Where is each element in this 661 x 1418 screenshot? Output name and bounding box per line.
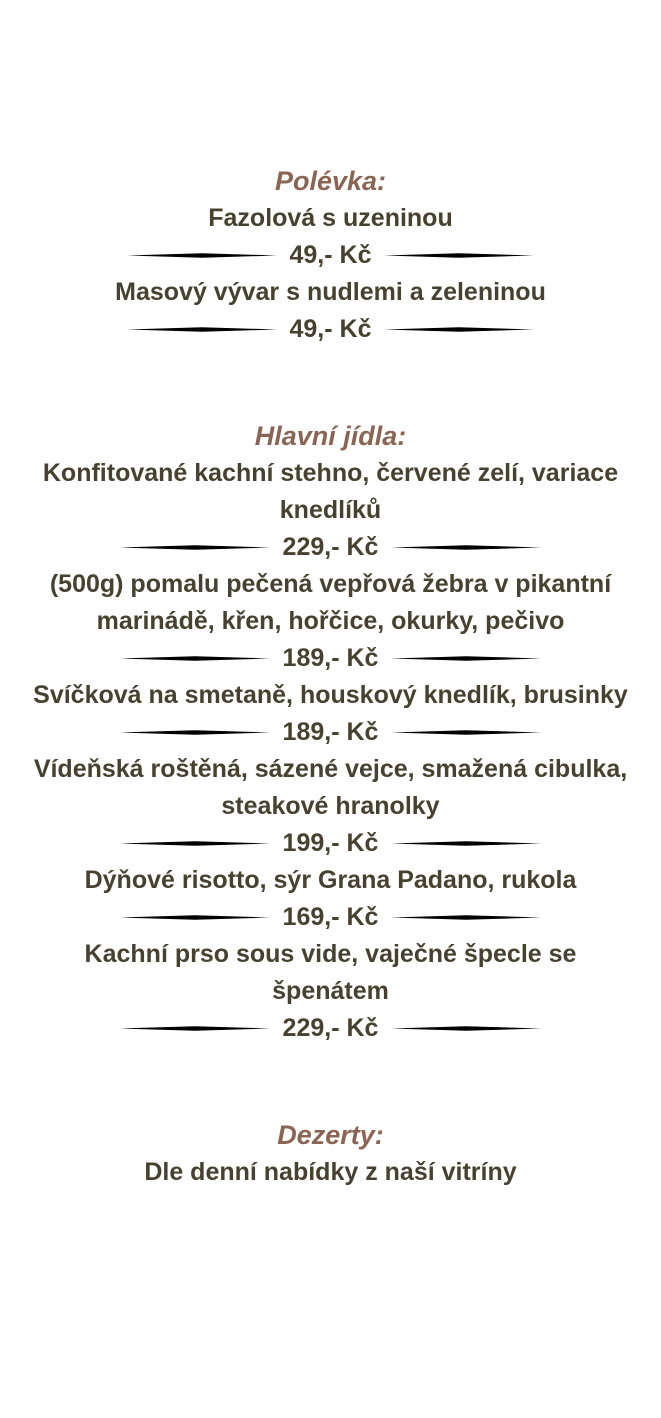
price-row <box>0 640 661 677</box>
price-row <box>0 529 661 566</box>
price-row <box>0 311 661 348</box>
divider-line-right-icon <box>391 654 541 663</box>
item-price: 49,- Kč <box>289 315 372 343</box>
divider-line-left-icon <box>120 839 270 848</box>
item-name: Kachní prso sous vide, vaječné špecle se špenátem <box>84 940 577 1005</box>
item-name: Fazolová s uzeninou <box>208 204 453 232</box>
price-row <box>0 899 661 936</box>
item-name: Konfitované kachní stehno, červené zelí, variace knedlíků <box>42 459 619 524</box>
item-price: 229,- Kč <box>282 533 379 561</box>
price-row <box>0 825 661 862</box>
menu-section <box>0 1117 661 1191</box>
divider-line-right-icon <box>391 543 541 552</box>
item-price: 229,- Kč <box>282 1014 379 1042</box>
item-price: 199,- Kč <box>282 829 379 857</box>
price-row <box>0 1010 661 1047</box>
divider-line-right-icon <box>391 728 541 737</box>
section-items <box>0 200 661 348</box>
menu-item <box>0 1154 661 1191</box>
menu-item <box>0 677 661 751</box>
section-items <box>0 1154 661 1191</box>
menu-item <box>0 566 661 677</box>
menu-item <box>0 274 661 348</box>
menu-item <box>0 936 661 1047</box>
divider-line-left-icon <box>127 325 277 334</box>
menu-section <box>0 418 661 1047</box>
menu-item <box>0 455 661 566</box>
divider-line-right-icon <box>391 1024 541 1033</box>
divider-line-right-icon <box>384 325 534 334</box>
divider-line-left-icon <box>120 1024 270 1033</box>
item-price: 189,- Kč <box>282 718 379 746</box>
divider-line-left-icon <box>120 913 270 922</box>
menu-sections <box>0 163 661 1191</box>
divider-line-left-icon <box>127 251 277 260</box>
price-row <box>0 714 661 751</box>
menu-item <box>0 862 661 936</box>
section-heading: Polévka: <box>274 166 387 196</box>
item-name: Dýňové risotto, sýr Grana Padano, rukola <box>84 866 577 894</box>
divider-line-left-icon <box>120 654 270 663</box>
item-name: Dle denní nabídky z naší vitríny <box>144 1158 517 1186</box>
price-row <box>0 237 661 274</box>
item-name: Svíčková na smetaně, houskový knedlík, brusinky <box>33 681 628 709</box>
section-heading: Dezerty: <box>277 1120 384 1150</box>
item-name: Masový vývar s nudlemi a zeleninou <box>115 278 546 306</box>
menu-item <box>0 751 661 862</box>
section-items <box>0 455 661 1047</box>
item-price: 169,- Kč <box>282 903 379 931</box>
item-name: Vídeňská roštěná, sázené vejce, smažená cibulka, steakové hranolky <box>33 755 628 820</box>
divider-line-right-icon <box>391 839 541 848</box>
item-price: 49,- Kč <box>289 241 372 269</box>
item-price: 189,- Kč <box>282 644 379 672</box>
divider-line-left-icon <box>120 728 270 737</box>
divider-line-left-icon <box>120 543 270 552</box>
menu-item <box>0 200 661 274</box>
section-heading: Hlavní jídla: <box>254 421 407 451</box>
divider-line-right-icon <box>391 913 541 922</box>
menu-section <box>0 163 661 348</box>
divider-line-right-icon <box>384 251 534 260</box>
item-name: (500g) pomalu pečená vepřová žebra v pikantní marinádě, křen, hořčice, okurky, pečivo <box>49 570 612 635</box>
